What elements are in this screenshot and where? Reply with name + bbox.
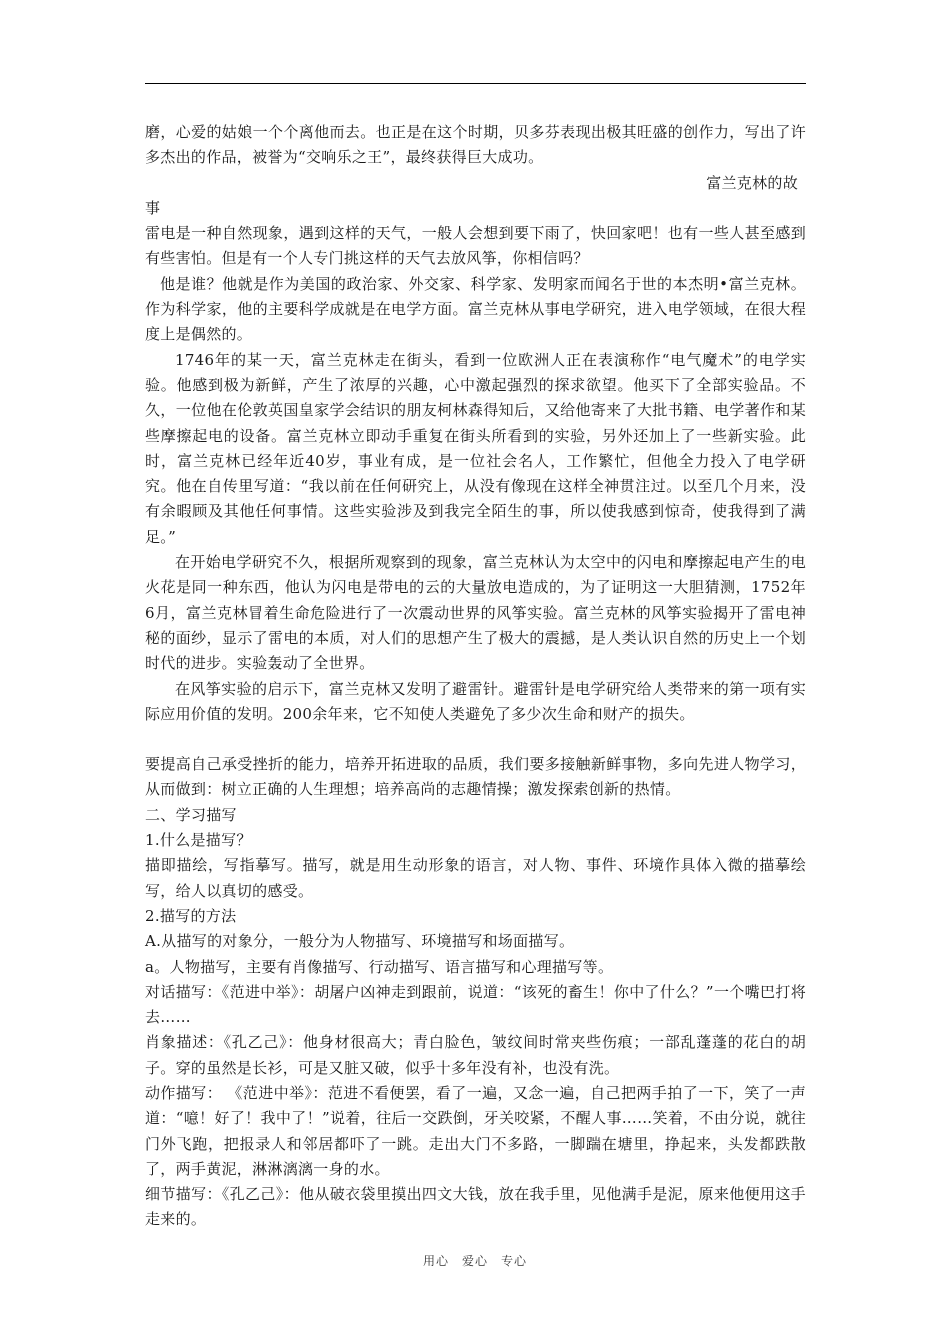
paragraph-character-description: a。人物描写，主要有肖像描写、行动描写、语言描写和心理描写等。 [145,957,614,976]
paragraph-detail-example: 细节描写：《孔乙己》：他从破衣袋里摸出四文大钱，放在我手里，见他满手是泥，原来他便用这手走来的。 [145,1185,806,1229]
document-body [145,120,806,1233]
paragraph-by-object: A.从描写的对象分，一般分为人物描写、环境描写和场面描写。 [145,932,575,951]
paragraph-portrait-example: 肖象描述：《孔乙己》：他身材很高大；青白脸色，皱纹间时常夹些伤痕；一部乱蓬蓬的花白的胡子。穿的虽然是长衫，可是又脏又破，似乎十多年没有补，也没有洗。 [145,1033,806,1077]
paragraph-dialogue-example: 对话描写：《范进中举》：胡屠户凶神走到跟前，说道：“该死的畜生！你中了什么？”一个嘴巴打将去…… [145,982,806,1027]
page-footer: 用心 爱心 专心 [422,1254,527,1268]
heading-what-is-description: 1.什么是描写？ [145,831,252,850]
paragraph-frustration: 要提高自己承受挫折的能力，培养开拓进取的品质，我们要多接触新鲜事物，多向先进人物学习，从而做到：树立正确的人生理想；培养高尚的志趣情操；激发探索创新的热情。 [145,755,806,799]
paragraph-lightning-rod: 在风筝实验的启示下，富兰克林又发明了避雷针。避雷针是电学研究给人类带来的第一项有实际应用价值的发明。200余年来，它不知使人类避免了多少次生命和财产的损失。 [145,679,806,723]
paragraph-who: 他是谁？他就是作为美国的政治家、外交家、科学家、发明家而闻名于世的本杰明•富兰克林。作为科学家，他的主要科学成就是在电学方面。富兰克林从事电学研究，进入电学领域，在很大程度上是偶然的。 [145,274,806,344]
spacer [145,727,806,752]
paragraph-definition: 描即描绘，写指摹写。描写，就是用生动形象的语言，对人物、事件、环境作具体入微的描摹绘写，给人以真切的感受。 [145,856,806,900]
section-title-franklin: 富兰克林的故 [706,173,798,192]
paragraph-beethoven-end: 磨，心爱的姑娘一个个离他而去。也正是在这个时期，贝多芬表现出极其旺盛的创作力，写出了许多杰出的作品，被誉为“交响乐之王”，最终获得巨大成功。 [145,123,806,167]
header-rule [145,83,806,84]
heading-learn-description: 二、学习描写 [145,805,237,824]
paragraph-kite: 在开始电学研究不久，根据所观察到的现象，富兰克林认为太空中的闪电和摩擦起电产生的电火花是同一种东西，他认为闪电是带电的云的大量放电造成的，为了证明这一大胆猜测，1752年6月，富兰克林冒着生命危险进行了一次震动世界的风筝实验。富兰克林的风筝实验揭开了雷电神秘的面纱，显示了雷电的本质，对人们的思想产生了极大的震撼，是人类认识自然的历史上一个划时代的进步。实验轰动了全世界。 [145,553,806,673]
paragraph-1746: 1746年的某一天，富兰克林走在街头，看到一位欧洲人正在表演称作“电气魔术”的电学实验。他感到极为新鲜，产生了浓厚的兴趣，心中激起强烈的探求欲望。他买下了全部实验品。不久，一位他在伦敦英国皇家学会结识的朋友柯林森得知后，又给他寄来了大批书籍、电学著作和某些摩擦起电的设备。富兰克林立即动手重复在街头所看到的实验，另外还加上了一些新实验。此时，富兰克林已经年近40岁，事业有成，是一位社会名人，工作繁忙，但他全力投入了电学研究。他在自传里写道：“我以前在任何研究上，从没有像现在这样全神贯注过。以至几个月来，没有余暇顾及其他任何事情。这些实验涉及到我完全陌生的事，所以使我感到惊奇，使我得到了满足。” [145,350,806,546]
paragraph-action-example: 动作描写： 《范进中举》：范进不看便罢，看了一遍，又念一遍，自己把两手拍了一下，笑了一声道：“噫！好了！我中了！”说着，往后一交跌倒，牙关咬紧，不醒人事……笑着，不由分说，就往门外飞跑，把报录人和邻居都吓了一跳。走出大门不多路，一脚踹在塘里，挣起来，头发都跌散了，两手黄泥，淋淋漓漓一身的水。 [145,1083,806,1178]
paragraph-thunder: 雷电是一种自然现象，遇到这样的天气，一般人会想到要下雨了，快回家吧！也有一些人甚至感到有些害怕。但是有一个人专门挑这样的天气去放风筝，你相信吗？ [145,224,806,268]
section-title-franklin-wrap: 事 [145,198,161,217]
heading-methods: 2.描写的方法 [145,906,237,925]
